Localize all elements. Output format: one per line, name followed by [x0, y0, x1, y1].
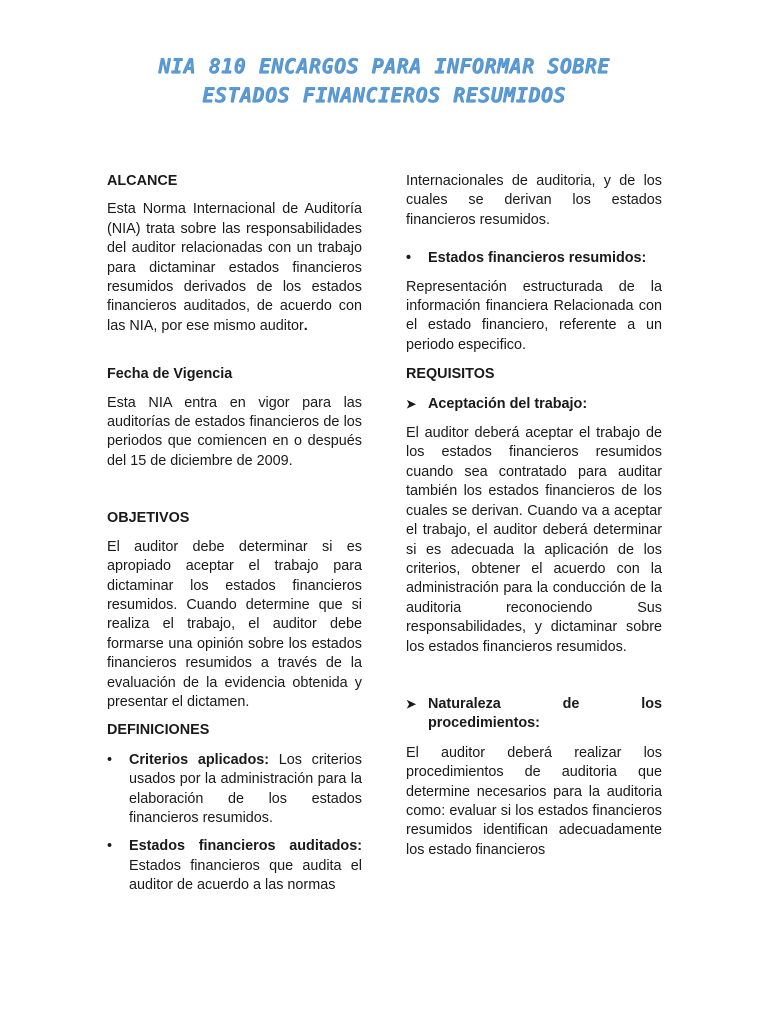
arrow-bullet-icon: ➤ [406, 696, 417, 711]
requisitos-heading: REQUISITOS [406, 366, 495, 383]
bullet-icon: • [107, 838, 113, 855]
bullet-icon: • [406, 250, 412, 267]
alcance-paragraph [107, 200, 362, 336]
resumidos-term: Estados financieros resumidos: [428, 250, 647, 267]
naturaleza-title: Naturaleza de los procedimientos: [428, 695, 662, 732]
vigencia-paragraph: Esta NIA entra en vigor para las auditorías de estados financieros de los periodos que comiencen en o después del 15 de diciembre de 2009. [107, 394, 362, 469]
document-title [60, 52, 708, 110]
definition-item [107, 837, 362, 895]
definition-term: Criterios aplicados: [129, 751, 270, 768]
title-line-2: ESTADOS FINANCIEROS RESUMIDOS [202, 83, 566, 107]
alcance-text: Esta Norma Internacional de Auditoría (NIA) trata sobre las responsabilidades del auditor relacionadas con un trabajo para dictaminar estados financieros resumidos derivados de los estados financieros auditados, de acuerdo con las NIA, por ese mismo auditor [107, 201, 362, 334]
bullet-icon: • [107, 751, 113, 768]
alcance-period: . [303, 317, 308, 334]
definition-text: Los criterios usados por la administración para la elaboración de los estados financieros resumidos. [129, 751, 362, 826]
title-line-1: NIA 810 ENCARGOS PARA INFORMAR SOBRE [158, 54, 610, 78]
alcance-heading: ALCANCE [107, 173, 178, 189]
right-column [406, 172, 662, 860]
aceptacion-paragraph: El auditor deberá aceptar el trabajo de los estados financieros resumidos cuando sea contratado para auditar también los estados financieros de los cuales se derivan. Cuando va a aceptar el trabajo, el auditor deberá determinar si es adecuada la aplicación de los criterios, obtener el acuerdo con la administración para la conducción de la auditoria reconociendo Sus responsabilidades, y dictaminar sobre los estados financieros resumidos. [406, 425, 662, 655]
arrow-bullet-icon: ➤ [406, 396, 417, 411]
naturaleza-paragraph: El auditor deberá realizar los procedimientos de auditoria que determine necesarios para la auditoria como: evaluar si los estados financieros resumidos identifican adecuadamente los estado financieros [406, 744, 662, 858]
objetivos-heading: OBJETIVOS [107, 510, 190, 527]
resumidos-paragraph: Representación estructurada de la información financiera Relacionada con el estado financiero, referente a un periodo especifico. [406, 278, 662, 353]
aceptacion-heading [406, 395, 662, 414]
definition-text: Estados financieros que audita el auditor de acuerdo a las normas [129, 857, 362, 894]
definition-term: Estados financieros auditados: [129, 838, 362, 855]
left-column [107, 172, 362, 896]
objetivos-paragraph: El auditor debe determinar si es apropiado aceptar el trabajo para dictaminar los estados financieros resumidos. Cuando determine que si realiza el trabajo, el auditor debe formarse una opinión sobre los estados financieros resumidos a través de la evaluación de la evidencia obtenida y presentar el dictamen. [107, 538, 362, 710]
vigencia-heading: Fecha de Vigencia [107, 366, 233, 383]
naturaleza-heading [406, 695, 662, 734]
definition-item [107, 751, 362, 829]
continuation-paragraph: Internacionales de auditoria, y de los cuales se derivan los estados financieros resumidos. [406, 173, 662, 228]
definiciones-heading: DEFINICIONES [107, 722, 210, 739]
resumidos-bullet [406, 249, 662, 268]
aceptacion-title: Aceptación del trabajo: [428, 395, 588, 412]
